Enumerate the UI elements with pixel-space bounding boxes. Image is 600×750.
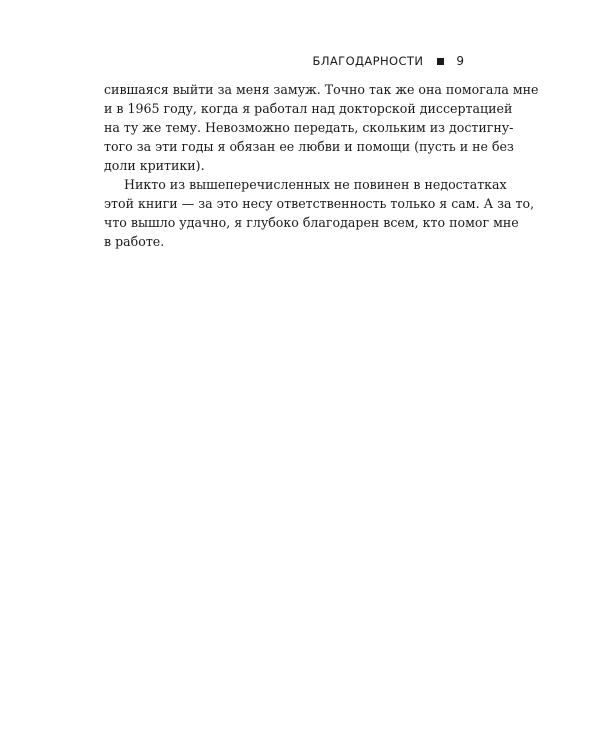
text-line: того за эти годы я обязан ее любви и помощи (пусть и не без: [104, 139, 514, 154]
text-line: и в 1965 году, когда я работал над докторской диссертацией: [104, 101, 513, 116]
square-bullet-icon: [437, 58, 444, 65]
paragraph: [104, 175, 535, 251]
section-title: БЛАГОДАРНОСТИ: [312, 54, 424, 68]
text-line: Никто из вышеперечисленных не повинен в недостатках: [124, 177, 507, 192]
text-line: что вышло удачно, я глубоко благодарен всем, кто помог мне: [104, 215, 519, 230]
body-text: [104, 80, 539, 251]
text-line: в работе.: [104, 234, 165, 249]
text-line: этой книги — за это несу ответственность только я сам. А за то,: [104, 196, 535, 211]
page-number: 9: [456, 54, 464, 68]
text-line: на ту же тему. Невозможно передать, скольким из достигну-: [104, 120, 514, 135]
text-line: доли критики).: [104, 158, 205, 173]
text-line: сившаяся выйти за меня замуж. Точно так же она помогала мне: [104, 82, 539, 97]
running-header: [313, 54, 464, 68]
paragraph: [104, 80, 539, 175]
